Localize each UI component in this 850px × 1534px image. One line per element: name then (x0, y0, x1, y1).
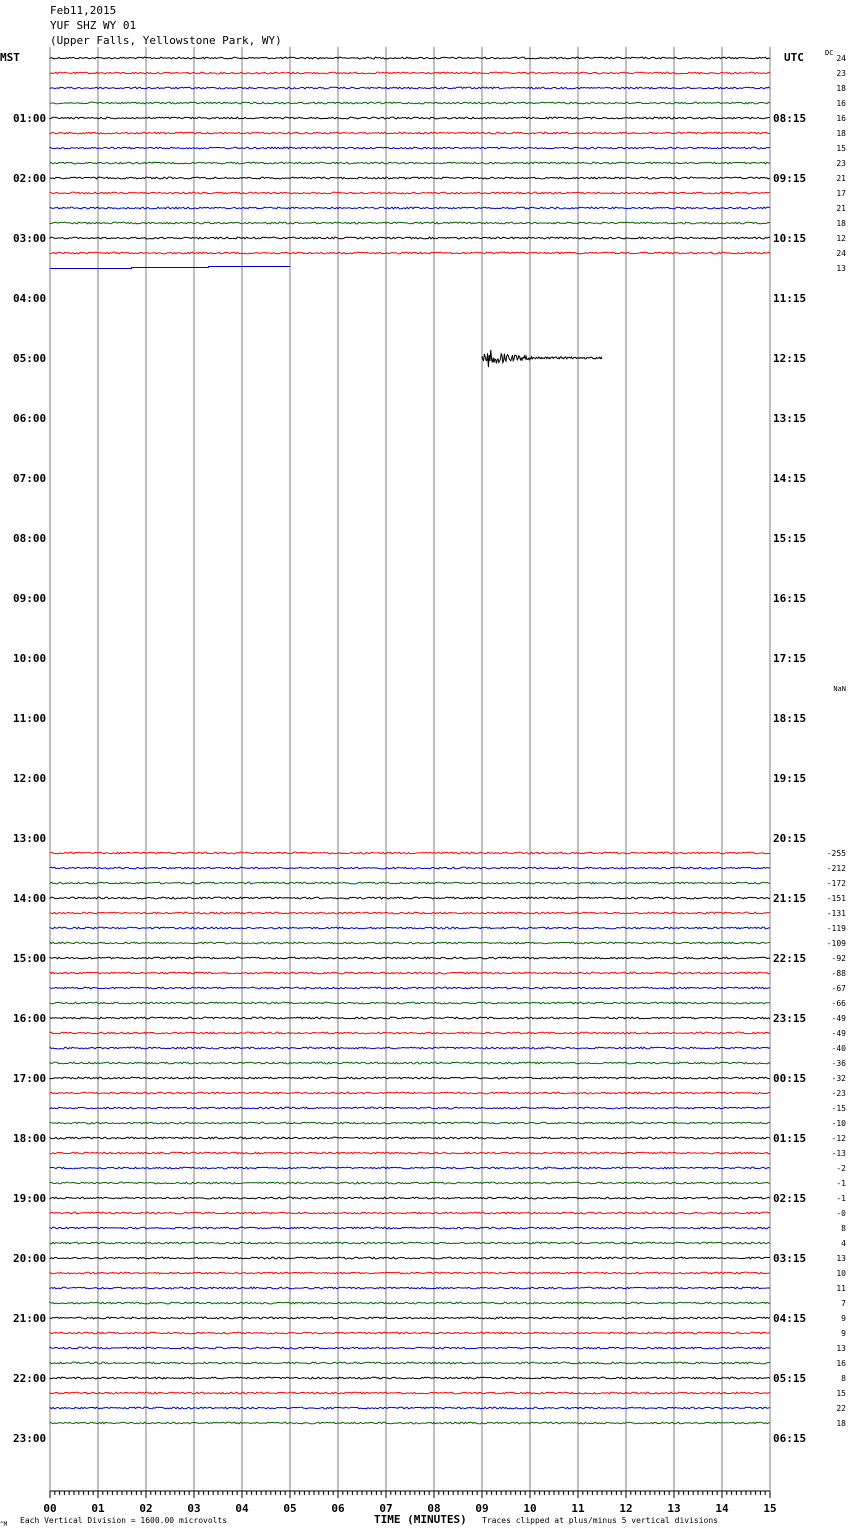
x-tick-label: 13 (667, 1502, 681, 1515)
x-tick-label: 12 (619, 1502, 633, 1515)
dc-offset-value: -32 (831, 1074, 846, 1083)
dc-offset-value: 15 (836, 1389, 846, 1398)
trace-line (50, 57, 770, 59)
hour-label-utc: 14:15 (773, 472, 807, 485)
dc-offset-value: 16 (836, 1359, 846, 1368)
trace-line (50, 1182, 770, 1184)
right-timezone-label: UTC (784, 51, 804, 64)
trace-line (50, 1302, 770, 1304)
dc-offset-value: -1 (836, 1179, 846, 1188)
trace-line (50, 162, 770, 164)
hour-label-utc: 12:15 (773, 352, 807, 365)
chart-labels (0, 49, 846, 1445)
corner-mark: ^M (0, 1521, 8, 1528)
hour-label-mst: 10:00 (13, 652, 47, 665)
dc-offset-value: 18 (836, 84, 846, 93)
dc-offset-value: -92 (831, 954, 846, 963)
trace-line (50, 117, 770, 119)
hour-label-utc: 00:15 (773, 1072, 807, 1085)
hour-label-mst: 09:00 (13, 592, 47, 605)
dc-offset-value: -119 (826, 924, 846, 933)
trace-line (50, 1362, 770, 1364)
dc-offset-value: 24 (836, 249, 846, 258)
dc-offset-value: -212 (826, 864, 846, 873)
trace-line (50, 207, 770, 209)
dc-offset-value: -109 (826, 939, 846, 948)
trace-line (50, 852, 770, 854)
dc-offset-value: -255 (826, 849, 846, 858)
hour-label-utc: 06:15 (773, 1432, 807, 1445)
trace-line (50, 897, 770, 899)
trace-line (50, 1272, 770, 1274)
hour-label-mst: 23:00 (13, 1432, 47, 1445)
hour-label-mst: 18:00 (13, 1132, 47, 1145)
dc-offset-value: 7 (841, 1299, 846, 1308)
trace-line (50, 147, 770, 149)
dc-offset-value: 13 (836, 264, 846, 273)
hour-label-mst: 12:00 (13, 772, 47, 785)
dc-offset-value: 17 (836, 189, 846, 198)
dc-offset-value: -15 (831, 1104, 846, 1113)
x-tick-label: 03 (187, 1502, 201, 1515)
trace-line (50, 1017, 770, 1019)
dc-offset-value: 13 (836, 1254, 846, 1263)
hour-label-mst: 06:00 (13, 412, 47, 425)
dc-offset-value: 18 (836, 1419, 846, 1428)
dc-offset-value: 15 (836, 144, 846, 153)
hour-label-utc: 15:15 (773, 532, 807, 545)
trace-line (50, 1047, 770, 1049)
dc-offset-value: -1 (836, 1194, 846, 1203)
x-tick-label: 10 (523, 1502, 537, 1515)
hour-label-utc: 16:15 (773, 592, 807, 605)
x-tick-label: 15 (763, 1502, 777, 1515)
hour-label-utc: 09:15 (773, 172, 807, 185)
trace-line (50, 1407, 770, 1409)
dc-offset-header: DC (825, 49, 834, 57)
trace-line (50, 1257, 770, 1259)
x-tick-label: 00 (43, 1502, 57, 1515)
trace-line (50, 972, 770, 974)
hour-label-mst: 20:00 (13, 1252, 47, 1265)
trace-line (50, 1137, 770, 1139)
x-tick-label: 01 (91, 1502, 105, 1515)
trace-line (50, 1167, 770, 1169)
dc-offset-value: 21 (836, 174, 846, 183)
trace-line (50, 1377, 770, 1379)
trace-line (50, 132, 770, 134)
hour-label-utc: 04:15 (773, 1312, 807, 1325)
trace-line (50, 957, 770, 959)
hour-label-mst: 02:00 (13, 172, 47, 185)
trace-line (50, 1347, 770, 1349)
hour-label-utc: 11:15 (773, 292, 807, 305)
trace-line (50, 267, 290, 269)
hour-label-mst: 07:00 (13, 472, 47, 485)
trace-line (50, 87, 770, 89)
hour-label-mst: 13:00 (13, 832, 47, 845)
dc-offset-value: 11 (836, 1284, 846, 1293)
x-tick-label: 14 (715, 1502, 729, 1515)
trace-line (50, 1392, 770, 1394)
hour-label-utc: 23:15 (773, 1012, 807, 1025)
trace-line (50, 252, 770, 254)
dc-offset-value: 23 (836, 159, 846, 168)
dc-offset-value: 16 (836, 114, 846, 123)
hour-label-utc: 02:15 (773, 1192, 807, 1205)
header-station: YUF SHZ WY 01 (50, 19, 137, 32)
hour-label-utc: 05:15 (773, 1372, 807, 1385)
hour-label-utc: 21:15 (773, 892, 807, 905)
trace-line (50, 912, 770, 914)
nan-marker: NaN (833, 685, 846, 693)
dc-offset-value: -40 (831, 1044, 846, 1053)
hour-label-mst: 14:00 (13, 892, 47, 905)
trace-line (50, 1002, 770, 1004)
x-tick-label: 08 (427, 1502, 441, 1515)
dc-offset-value: -151 (826, 894, 846, 903)
dc-offset-value: 8 (841, 1224, 846, 1233)
dc-offset-value: 18 (836, 129, 846, 138)
dc-offset-value: -12 (831, 1134, 846, 1143)
header-location: (Upper Falls, Yellowstone Park, WY) (50, 34, 282, 47)
hour-label-utc: 18:15 (773, 712, 807, 725)
dc-offset-value: 24 (836, 54, 846, 63)
hour-label-mst: 16:00 (13, 1012, 47, 1025)
dc-offset-value: 12 (836, 234, 846, 243)
dc-offset-value: -0 (836, 1209, 846, 1218)
dc-offset-value: -10 (831, 1119, 846, 1128)
hour-label-mst: 05:00 (13, 352, 47, 365)
dc-offset-value: -2 (836, 1164, 846, 1173)
minute-grid (50, 47, 770, 1491)
x-tick-label: 02 (139, 1502, 153, 1515)
trace-line (50, 882, 770, 884)
x-tick-label: 06 (331, 1502, 345, 1515)
hour-label-utc: 10:15 (773, 232, 807, 245)
trace-line (50, 1107, 770, 1109)
left-timezone-label: MST (0, 51, 20, 64)
x-tick-label: 04 (235, 1502, 249, 1515)
hour-label-utc: 08:15 (773, 112, 807, 125)
trace-line (50, 1077, 770, 1079)
x-tick-label: 05 (283, 1502, 297, 1515)
trace-line (50, 1197, 770, 1199)
hour-label-mst: 21:00 (13, 1312, 47, 1325)
dc-offset-value: 18 (836, 219, 846, 228)
seismic-traces (50, 57, 770, 1424)
trace-line (50, 927, 770, 929)
trace-line (50, 177, 770, 179)
x-axis-title: TIME (MINUTES) (374, 1513, 467, 1526)
dc-offset-value: -67 (831, 984, 846, 993)
dc-offset-value: 22 (836, 1404, 846, 1413)
x-tick-label: 07 (379, 1502, 393, 1515)
hour-label-utc: 17:15 (773, 652, 807, 665)
trace-line (50, 1422, 770, 1424)
trace-line (50, 1062, 770, 1064)
trace-line (50, 1227, 770, 1229)
header-date: Feb11,2015 (50, 4, 117, 17)
trace-line (50, 192, 770, 194)
dc-offset-value: -66 (831, 999, 846, 1008)
hour-label-utc: 22:15 (773, 952, 807, 965)
dc-offset-value: -23 (831, 1089, 846, 1098)
trace-line (50, 867, 770, 869)
trace-line (50, 72, 770, 74)
dc-offset-value: -36 (831, 1059, 846, 1068)
hour-label-mst: 17:00 (13, 1072, 47, 1085)
dc-offset-value: 8 (841, 1374, 846, 1383)
trace-line (50, 987, 770, 989)
hour-label-mst: 15:00 (13, 952, 47, 965)
trace-line (50, 1287, 770, 1289)
trace-line (50, 1092, 770, 1094)
dc-offset-value: 10 (836, 1269, 846, 1278)
hour-label-mst: 01:00 (13, 112, 47, 125)
trace-line (50, 942, 770, 944)
trace-line (50, 1152, 770, 1154)
dc-offset-value: 9 (841, 1314, 846, 1323)
hour-label-mst: 22:00 (13, 1372, 47, 1385)
trace-line (50, 1242, 770, 1244)
dc-offset-value: 23 (836, 69, 846, 78)
dc-offset-value: 16 (836, 99, 846, 108)
chart-footer (0, 1491, 777, 1528)
hour-label-utc: 01:15 (773, 1132, 807, 1145)
hour-label-utc: 03:15 (773, 1252, 807, 1265)
trace-line (50, 1032, 770, 1034)
hour-label-utc: 20:15 (773, 832, 807, 845)
trace-line (50, 1317, 770, 1319)
trace-line (50, 222, 770, 224)
dc-offset-value: 4 (841, 1239, 846, 1248)
hour-label-mst: 04:00 (13, 292, 47, 305)
trace-line (50, 1332, 770, 1334)
dc-offset-value: 9 (841, 1329, 846, 1338)
trace-line (50, 102, 770, 104)
dc-offset-value: -88 (831, 969, 846, 978)
x-tick-label: 11 (571, 1502, 585, 1515)
hour-label-utc: 13:15 (773, 412, 807, 425)
dc-offset-value: -131 (826, 909, 846, 918)
earthquake-event-trace (482, 350, 602, 367)
dc-offset-value: -49 (831, 1029, 846, 1038)
hour-label-mst: 19:00 (13, 1192, 47, 1205)
dc-offset-value: 21 (836, 204, 846, 213)
hour-label-mst: 11:00 (13, 712, 47, 725)
hour-label-mst: 03:00 (13, 232, 47, 245)
x-tick-label: 09 (475, 1502, 489, 1515)
vertical-division-note: Each Vertical Division = 1600.00 microvolts (20, 1516, 228, 1525)
clipping-note: Traces clipped at plus/minus 5 vertical divisions (482, 1516, 719, 1525)
dc-offset-value: -172 (826, 879, 846, 888)
dc-offset-value: -13 (831, 1149, 846, 1158)
trace-line (50, 237, 770, 239)
hour-label-mst: 08:00 (13, 532, 47, 545)
hour-label-utc: 19:15 (773, 772, 807, 785)
trace-line (50, 1122, 770, 1124)
dc-offset-value: 13 (836, 1344, 846, 1353)
trace-line (50, 1212, 770, 1214)
dc-offset-value: -49 (831, 1014, 846, 1023)
